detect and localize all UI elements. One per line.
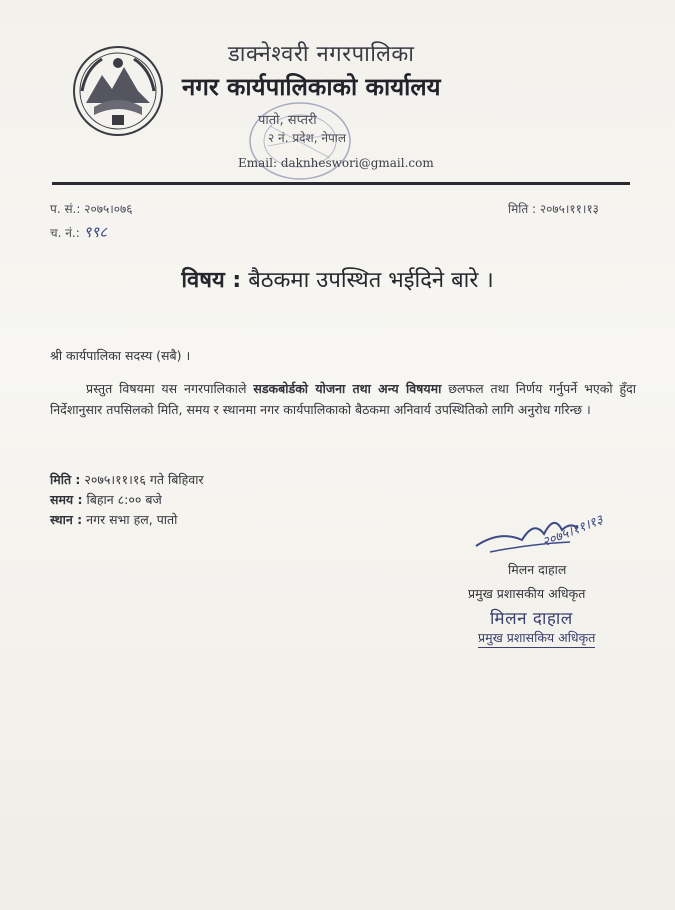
office-email: Email: daknheswori@gmail.com	[238, 156, 434, 170]
signatory-name: मिलन दाहाल	[508, 562, 567, 577]
meeting-venue-value: नगर सभा हल, पातो	[86, 512, 178, 527]
body-part-1: प्रस्तुत विषयमा यस नगरपालिकाले	[86, 381, 247, 396]
dispatch-value: ९९८	[83, 223, 108, 241]
meeting-venue-label: स्थान :	[50, 512, 83, 527]
office-name: नगर कार्यपालिकाको कार्यालय	[182, 73, 441, 101]
dispatch-label: च. नं.:	[50, 226, 80, 240]
subject-line	[0, 264, 675, 294]
meeting-time	[50, 490, 204, 510]
meeting-date-value: २०७५।११।१६ गते बिहिवार	[84, 472, 204, 487]
letter-date: मिति : २०७५।११।१३	[508, 202, 599, 216]
office-place: पातो, सप्तरी	[258, 113, 317, 128]
meeting-date	[50, 470, 204, 490]
stamp-title: प्रमुख प्रशासकिय अधिकृत	[478, 629, 595, 648]
signatory-title: प्रमुख प्रशासकीय अधिकृत	[468, 586, 586, 601]
office-province: २ नं. प्रदेश, नेपाल	[268, 131, 347, 145]
header-divider	[52, 182, 630, 185]
body-emphasis: सडकबोर्डको योजना तथा अन्य विषयमा	[253, 381, 442, 396]
handwritten-signature	[470, 500, 630, 570]
body-paragraph	[50, 378, 636, 420]
signature-date: २०७५।११।१३	[540, 512, 606, 551]
meeting-time-value: बिहान ८:०० बजे	[86, 492, 162, 507]
stamp-name: मिलन दाहाल	[490, 609, 573, 629]
meeting-venue	[50, 510, 204, 530]
meeting-date-label: मिति :	[50, 472, 81, 487]
nepal-emblem-icon	[72, 45, 164, 137]
meeting-time-label: समय :	[50, 492, 83, 507]
letter-number: प. सं.: २०७५।०७६	[50, 202, 133, 216]
dispatch-number	[50, 222, 107, 242]
salutation: श्री कार्यपालिका सदस्य (सबै) ।	[50, 348, 191, 363]
subject-text: बैठकमा उपस्थित भईदिने बारे ।	[248, 268, 494, 293]
subject-label: विषय :	[181, 268, 242, 293]
body-part-2: छलफल तथा निर्णय गर्नुपर्ने भएको हुँदा निर्देशानुसार तपसिलको मिति, समय र स्थानमा नगर कार्यपालिकाको बैठकमा अनिवार्य उपस्थितिको लागि अनुरोध गरिन्छ ।	[50, 381, 637, 417]
meeting-details	[50, 470, 204, 530]
municipality-name: डाक्नेश्वरी नगरपालिका	[228, 42, 415, 67]
